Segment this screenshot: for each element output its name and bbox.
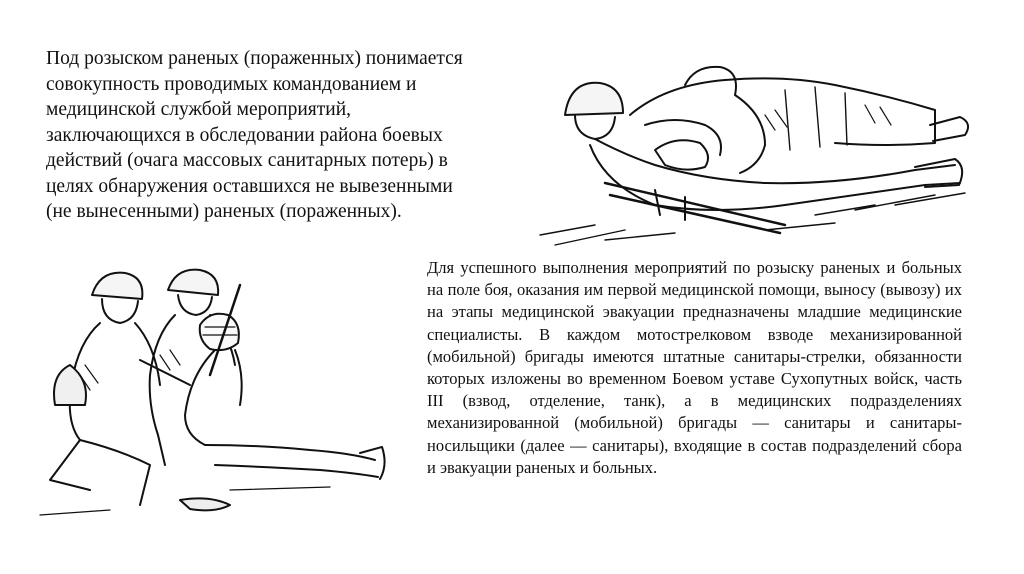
- crawling-soldiers-drawing: [535, 55, 975, 255]
- illustration-crawling-carry: [535, 55, 975, 255]
- illustration-medics-assisting: [30, 265, 390, 525]
- paragraph-medics: Для успешного выполнения мероприятий по розыску раненых и больных на поле боя, оказания им первой медицинской помощи, выносу (вывозу) их на этапы медицинской эвакуации предназначены младшие медицинские специалисты. В каждом мотострелковом взводе механизированной (мобильной) бригады имеются штатные санитары-стрелки, обязанности которых изложены во временном Боевом уставе Сухопутных войск, часть III (взвод, отделение, танк), а в медицинских подразделениях механизированной (мобильной) бригады — санитары и санитары-носильщики (далее — санитары), входящие в состав подразделений сбора и эвакуации раненых и больных.: [427, 258, 962, 477]
- paragraph-definition: Под розыском раненых (пораженных) понимается совокупность проводимых командованием и медицинской службой мероприятий, заключающихся в обследовании района боевых действий (очага массовых санитарных потерь) в целях обнаружения оставшихся не вывезенными (не вынесенными) раненых (пораженных).: [46, 48, 463, 222]
- medics-drawing: [30, 265, 390, 525]
